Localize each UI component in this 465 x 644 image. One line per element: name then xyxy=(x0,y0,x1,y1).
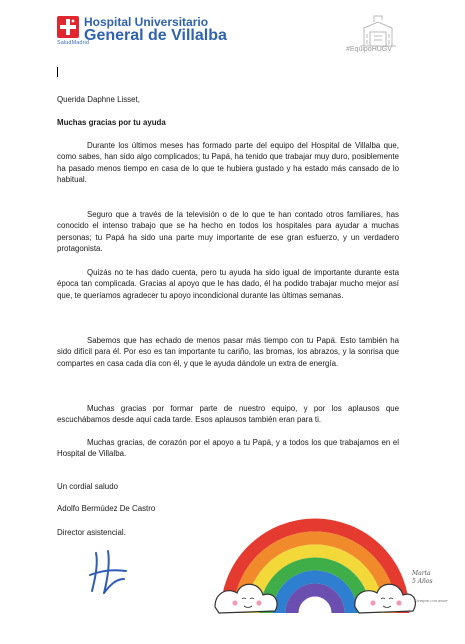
closing: Un cordial saludo xyxy=(57,482,118,491)
hospital-name-line1: Hospital Universitario xyxy=(84,15,209,29)
paragraph-3: Quizás no te has dado cuenta, pero tu ayuda ha sido igual de importante durante esta época tan complicada. Gracias al apoyo que le has dado, él ha podido trabajar mucho mejor así que, te queríamos agradecer tu apoyo incondicional durante las últimas semanas. xyxy=(57,268,399,300)
drawing-author-age: 5 Años xyxy=(412,578,433,585)
greeting: Querida Daphne Lisset, xyxy=(57,95,140,104)
hospital-name-line2: General de Villalba xyxy=(84,27,227,44)
handwritten-signature xyxy=(86,549,130,595)
paragraph-2: Seguro que a través de la televisión o de lo que te han contado otros familiares, has conocido el intenso trabajo que se ha hecho en todos los hospitales para ayudar a muchas personas; tu Papá ha sido una parte muy importante de ese gran esfuerzo, y un verdadero protagonista. xyxy=(57,210,399,254)
drawing-dedication: Siempre con amor xyxy=(414,599,448,603)
signer-title: Director asistencial. xyxy=(57,528,126,537)
subject-line: Muchas gracias por tu ayuda xyxy=(57,118,166,127)
saludmadrid-logo-icon xyxy=(57,16,79,38)
paragraph-5: Muchas gracias por formar parte de nuestro equipo, y por los aplausos que escuchábamos desde aquí cada tarde. Esos aplausos también eran para ti. xyxy=(57,404,399,425)
drawing-author-note xyxy=(412,570,433,586)
hospital-building-icon xyxy=(358,14,398,48)
paragraph-6: Muchas gracias, de corazón por el apoyo a tu Papá, y a todos los que trabajamos en el Hospital de Villalba. xyxy=(57,438,399,459)
drawing-author-name: Marta xyxy=(412,570,431,577)
rainbow-drawing xyxy=(213,475,418,625)
signer-name: Adolfo Bermúdez De Castro xyxy=(57,504,156,513)
paragraph-4: Sabemos que has echado de menos pasar más tiempo con tu Papá. Esto también ha sido difícil para él. Por eso es tan importante tu cariño, las bromas, los abrazos, y la sonrisa que compartes en casa cada día con él, y que le ayuda dándole un extra de energía. xyxy=(57,336,399,368)
paragraph-1: Durante los últimos meses has formado parte del equipo del Hospital de Villalba que, como sabes, han sido algo complicados; tu Papá, ha tenido que trabajar muy duro, posiblemente ha pasado menos tiempo en casa de lo que te hubiera gustado y ha estado más cansado de lo habitual. xyxy=(57,141,399,185)
logo-subtitle: SaludMadrid xyxy=(57,40,89,46)
hashtag-label: #EquipoHUGV xyxy=(346,46,392,53)
text-cursor xyxy=(57,67,58,77)
